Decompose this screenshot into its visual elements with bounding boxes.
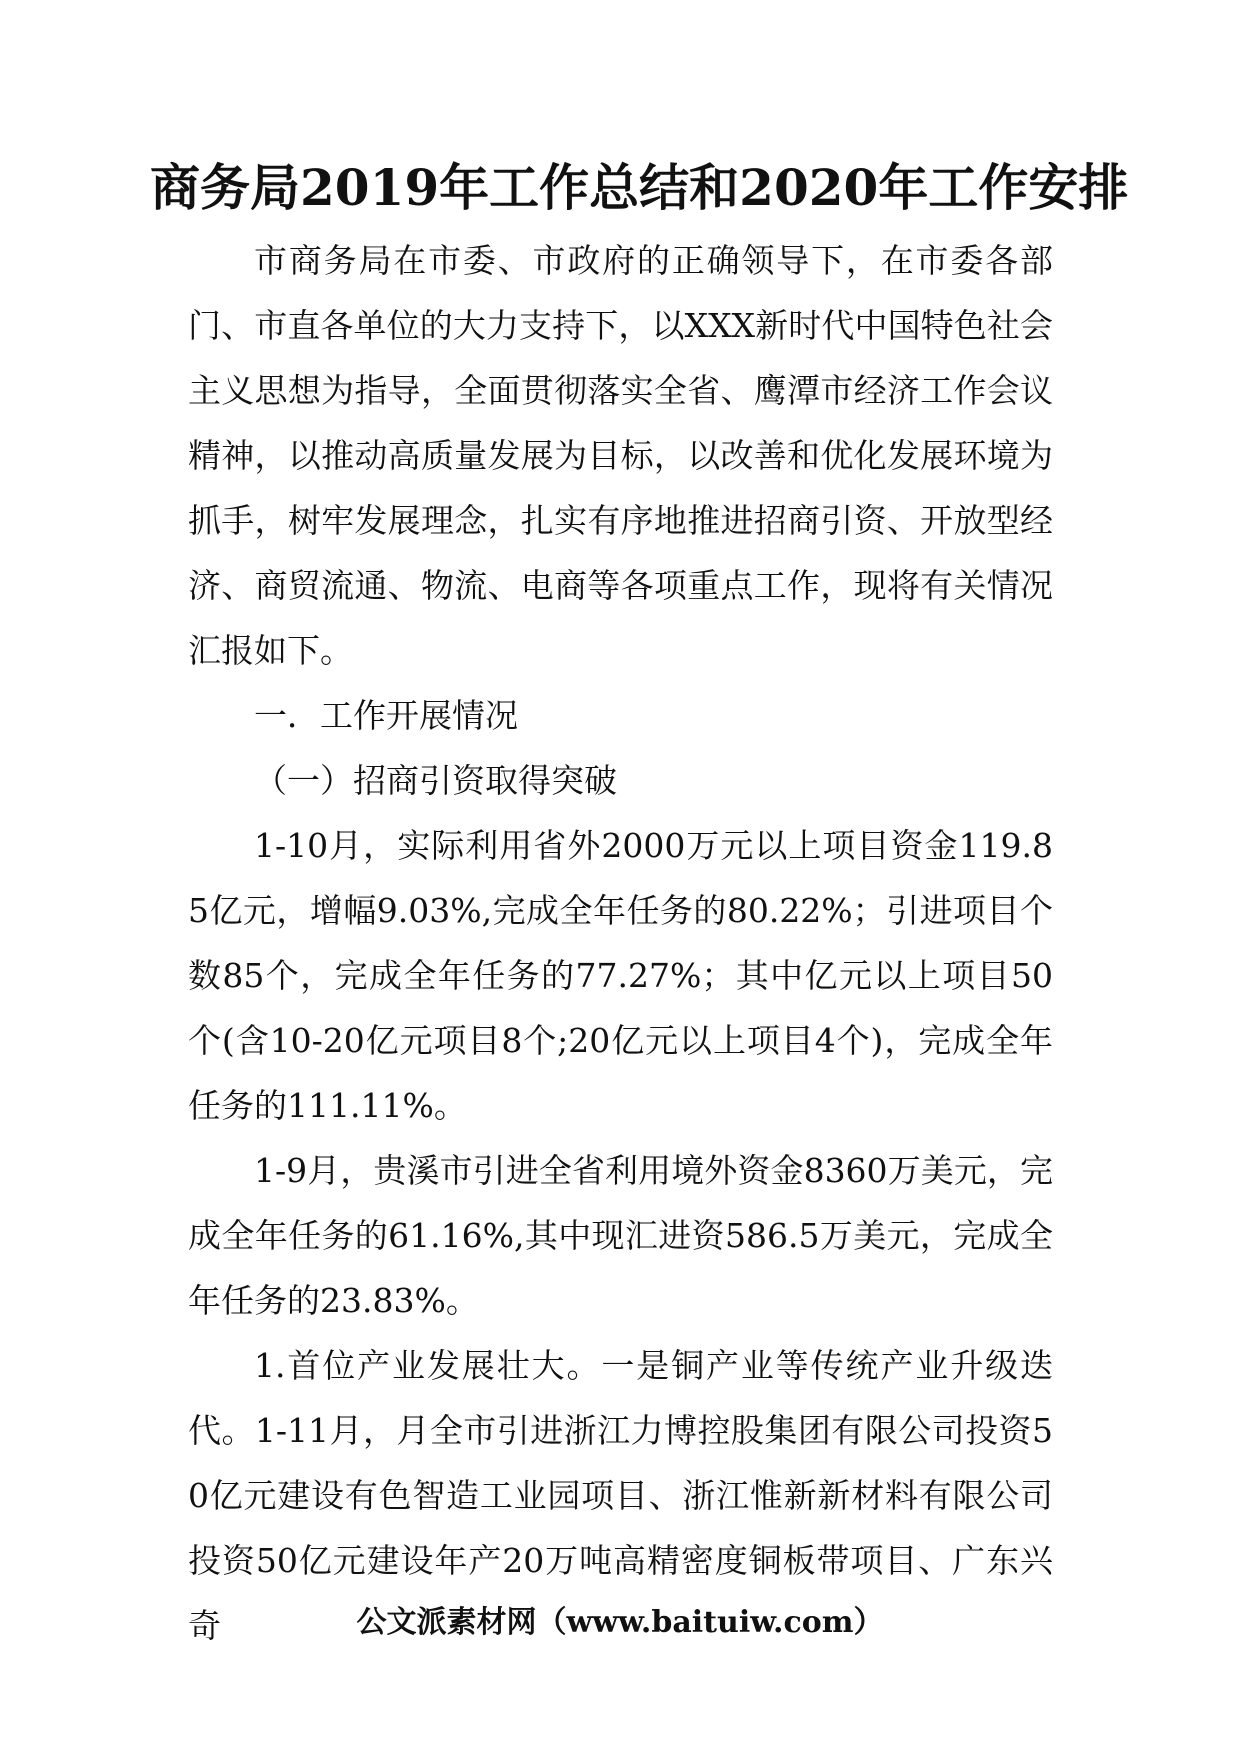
paragraph-investment-domestic: 1-10月，实际利用省外2000万元以上项目资金119.85亿元，增幅9.03%,完成全年任务的80.22%；引进项目个数85个，完成全年任务的77.27%；其中亿元以上项目50个(含10-20亿元项目8个;20亿元以上项目4个)，完成全年任务的111.11%。 [188, 826, 1053, 1125]
document-body [188, 228, 1053, 1658]
paragraph-investment-foreign: 1-9月，贵溪市引进全省利用境外资金8360万美元，完成全年任务的61.16%,其中现汇进资586.5万美元，完成全年任务的23.83%。 [188, 1151, 1053, 1320]
subsection-heading: （一）招商引资取得突破 [254, 761, 617, 800]
paragraph-intro: 市商务局在市委、市政府的正确领导下，在市委各部门、市直各单位的大力支持下，以XXX新时代中国特色社会主义思想为指导，全面贯彻落实全省、鹰潭市经济工作会议精神，以推动高质量发展为目标，以改善和优化发展环境为抓手，树牢发展理念，扎实有序地推进招商引资、开放型经济、商贸流通、物流、电商等各项重点工作，现将有关情况汇报如下。 [188, 241, 1053, 670]
footer-source: 公文派素材网（www.baituiw.com） [356, 1605, 884, 1640]
section-heading: 一．工作开展情况 [254, 696, 518, 735]
document-title: 商务局2019年工作总结和2020年工作安排 [150, 158, 1129, 217]
paragraph-leading-industry: 1.首位产业发展壮大。一是铜产业等传统产业升级迭代。1-11月，月全市引进浙江力博控股集团有限公司投资50亿元建设有色智造工业园项目、浙江惟新新材料有限公司投资50亿元建设年产20万吨高精密度铜板带项目、广东兴奇 [188, 1346, 1053, 1645]
